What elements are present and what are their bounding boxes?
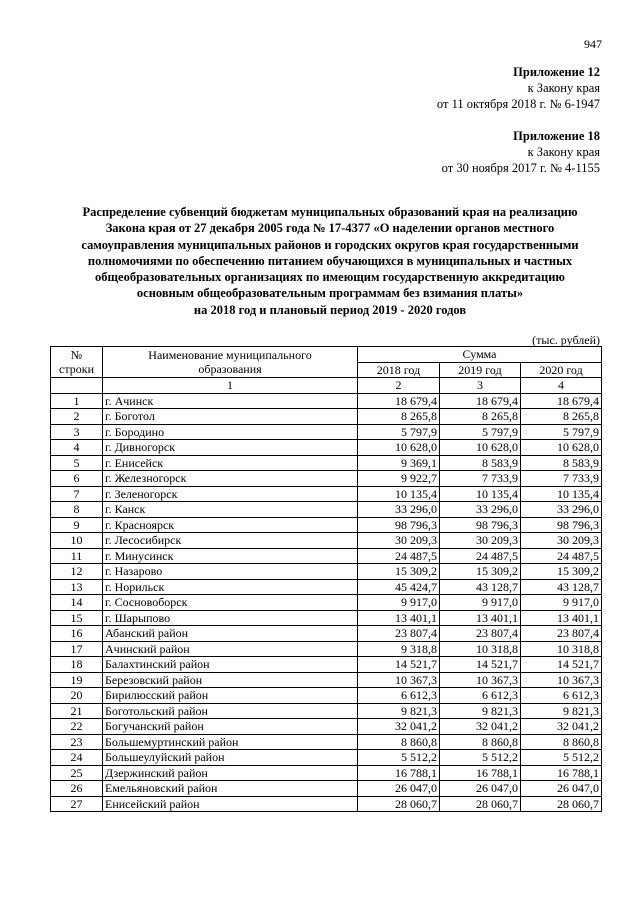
municipality-name: г. Шарыпово — [103, 610, 358, 626]
sum-2018: 10 135,4 — [358, 486, 440, 502]
title-line: Закона края от 27 декабря 2005 года № 17-4377 «О наделении органов местного — [105, 221, 555, 236]
sum-2018: 5 797,9 — [358, 424, 440, 440]
sum-2020: 18 679,4 — [521, 393, 602, 409]
sum-2020: 10 628,0 — [521, 440, 602, 456]
sum-2020: 30 209,3 — [521, 533, 602, 549]
municipality-name: г. Сосновоборск — [103, 595, 358, 611]
title-line: основным общеобразовательным программам без взимания платы» — [136, 286, 524, 301]
row-number: 16 — [51, 626, 103, 642]
sum-2020: 28 060,7 — [521, 796, 602, 812]
title-line: Распределение субвенций бюджетам муниципальных образований края на реализацию — [82, 205, 578, 219]
sum-2019: 32 041,2 — [440, 719, 521, 735]
municipality-name: Березовский район — [103, 672, 358, 688]
sum-2018: 5 512,2 — [358, 750, 440, 766]
table-row — [51, 719, 602, 735]
row-number: 15 — [51, 610, 103, 626]
municipality-name: Абанский район — [103, 626, 358, 642]
title-line: полномочиями по обеспечению питанием обучающихся в муниципальных и частных — [87, 253, 573, 268]
table-row — [51, 703, 602, 719]
units-label: (тыс. рублей) — [532, 333, 600, 347]
sum-2020: 23 807,4 — [521, 626, 602, 642]
sum-2020: 5 512,2 — [521, 750, 602, 766]
sum-2018: 8 860,8 — [358, 734, 440, 750]
title-line: на 2018 год и плановый период 2019 - 2020 годов — [193, 302, 467, 317]
table-row — [51, 517, 602, 533]
table-row — [51, 672, 602, 688]
sum-2018: 28 060,7 — [358, 796, 440, 812]
sum-2019: 9 917,0 — [440, 595, 521, 611]
table-row — [51, 765, 602, 781]
sum-2019: 18 679,4 — [440, 393, 521, 409]
sum-2020: 10 135,4 — [521, 486, 602, 502]
table-row — [51, 610, 602, 626]
sum-2020: 16 788,1 — [521, 765, 602, 781]
row-number: 7 — [51, 486, 103, 502]
row-number: 27 — [51, 796, 103, 812]
row-number: 25 — [51, 765, 103, 781]
municipality-name: г. Зеленогорск — [103, 486, 358, 502]
municipality-name: г. Бородино — [103, 424, 358, 440]
row-number: 2 — [51, 409, 103, 425]
sum-2019: 6 612,3 — [440, 688, 521, 704]
table-row — [51, 548, 602, 564]
municipality-name: Большемуртинский район — [103, 734, 358, 750]
table-row — [51, 393, 602, 409]
sum-2020: 14 521,7 — [521, 657, 602, 673]
table-row — [51, 688, 602, 704]
sum-2018: 8 265,8 — [358, 409, 440, 425]
sum-2020: 8 265,8 — [521, 409, 602, 425]
row-number: 13 — [51, 579, 103, 595]
sum-2019: 24 487,5 — [440, 548, 521, 564]
municipality-name: г. Ачинск — [103, 393, 358, 409]
municipality-name: г. Боготол — [103, 409, 358, 425]
sum-2019: 28 060,7 — [440, 796, 521, 812]
header-row-number — [51, 347, 103, 378]
municipality-name: г. Енисейск — [103, 455, 358, 471]
municipality-name: г. Дивногорск — [103, 440, 358, 456]
sum-2020: 33 296,0 — [521, 502, 602, 518]
sum-2018: 9 318,8 — [358, 641, 440, 657]
sum-2019: 98 796,3 — [440, 517, 521, 533]
row-number: 14 — [51, 595, 103, 611]
sum-2020: 9 821,3 — [521, 703, 602, 719]
municipality-name: г. Лесосибирск — [103, 533, 358, 549]
municipality-name: г. Назарово — [103, 564, 358, 580]
sum-2020: 98 796,3 — [521, 517, 602, 533]
table-row — [51, 424, 602, 440]
row-number: 9 — [51, 517, 103, 533]
sum-2020: 7 733,9 — [521, 471, 602, 487]
sum-2020: 26 047,0 — [521, 781, 602, 797]
sum-2019: 10 367,3 — [440, 672, 521, 688]
sum-2018: 15 309,2 — [358, 564, 440, 580]
sum-2020: 13 401,1 — [521, 610, 602, 626]
row-number: 4 — [51, 440, 103, 456]
sum-2018: 30 209,3 — [358, 533, 440, 549]
table-row — [51, 796, 602, 812]
sum-2019: 9 821,3 — [440, 703, 521, 719]
header-municipality — [103, 347, 358, 378]
row-number: 1 — [51, 393, 103, 409]
sum-2019: 14 521,7 — [440, 657, 521, 673]
sum-2018: 9 369,1 — [358, 455, 440, 471]
sum-2020: 43 128,7 — [521, 579, 602, 595]
table-row — [51, 533, 602, 549]
sum-2018: 14 521,7 — [358, 657, 440, 673]
sum-2019: 43 128,7 — [440, 579, 521, 595]
sum-2019: 10 628,0 — [440, 440, 521, 456]
sum-2019: 10 318,8 — [440, 641, 521, 657]
municipality-name: Балахтинский район — [103, 657, 358, 673]
table-row — [51, 579, 602, 595]
municipality-name: Емельяновский район — [103, 781, 358, 797]
appendix-12-line1: к Закону края — [527, 81, 600, 95]
table-row — [51, 657, 602, 673]
municipality-name: г. Железногорск — [103, 471, 358, 487]
row-number: 10 — [51, 533, 103, 549]
sum-2019: 10 135,4 — [440, 486, 521, 502]
header-municipality-line2: образования — [198, 362, 262, 376]
subvention-table — [50, 346, 602, 812]
sum-2019: 30 209,3 — [440, 533, 521, 549]
municipality-name: Бирилюсский район — [103, 688, 358, 704]
table-row — [51, 471, 602, 487]
sum-2019: 5 797,9 — [440, 424, 521, 440]
header-row-number-line2: строки — [59, 362, 94, 376]
sum-2019: 33 296,0 — [440, 502, 521, 518]
sum-2018: 45 424,7 — [358, 579, 440, 595]
appendix-12-line2: от 11 октября 2018 г. № 6-1947 — [436, 97, 600, 111]
table-row — [51, 641, 602, 657]
sum-2018: 98 796,3 — [358, 517, 440, 533]
municipality-name: Енисейский район — [103, 796, 358, 812]
sum-2019: 7 733,9 — [440, 471, 521, 487]
sum-2018: 9 922,7 — [358, 471, 440, 487]
column-number-1: 1 — [103, 378, 358, 394]
row-number: 23 — [51, 734, 103, 750]
row-number: 5 — [51, 455, 103, 471]
sum-2018: 16 788,1 — [358, 765, 440, 781]
row-number: 17 — [51, 641, 103, 657]
table-row — [51, 595, 602, 611]
sum-2019: 5 512,2 — [440, 750, 521, 766]
sum-2018: 9 821,3 — [358, 703, 440, 719]
sum-2018: 33 296,0 — [358, 502, 440, 518]
table-row — [51, 409, 602, 425]
sum-2018: 10 628,0 — [358, 440, 440, 456]
sum-2018: 6 612,3 — [358, 688, 440, 704]
sum-2018: 18 679,4 — [358, 393, 440, 409]
header-row-number-line1: № — [70, 347, 83, 362]
table-row — [51, 734, 602, 750]
table-row — [51, 486, 602, 502]
row-number: 6 — [51, 471, 103, 487]
row-number: 20 — [51, 688, 103, 704]
appendix-12-block — [437, 64, 600, 112]
sum-2020: 5 797,9 — [521, 424, 602, 440]
municipality-name: Ачинский район — [103, 641, 358, 657]
sum-2019: 13 401,1 — [440, 610, 521, 626]
sum-2020: 10 367,3 — [521, 672, 602, 688]
header-year-2018: 2018 год — [358, 362, 440, 378]
table-row — [51, 455, 602, 471]
sum-2020: 15 309,2 — [521, 564, 602, 580]
table-row — [51, 781, 602, 797]
sum-2018: 9 917,0 — [358, 595, 440, 611]
appendix-18-title: Приложение 18 — [513, 129, 600, 143]
row-number: 12 — [51, 564, 103, 580]
title-line: общеобразовательных организациях по имеющим государственную аккредитацию — [95, 270, 565, 285]
sum-2019: 8 583,9 — [440, 455, 521, 471]
header-year-2019: 2019 год — [440, 362, 521, 378]
appendix-18-line2: от 30 ноября 2017 г. № 4-1155 — [441, 161, 600, 175]
municipality-name: г. Минусинск — [103, 548, 358, 564]
row-number: 11 — [51, 548, 103, 564]
table-row — [51, 564, 602, 580]
municipality-name: Богучанский район — [103, 719, 358, 735]
table-row — [51, 440, 602, 456]
sum-2019: 26 047,0 — [440, 781, 521, 797]
row-number: 18 — [51, 657, 103, 673]
table-row — [51, 750, 602, 766]
row-number: 3 — [51, 424, 103, 440]
sum-2018: 23 807,4 — [358, 626, 440, 642]
header-year-2020: 2020 год — [521, 362, 602, 378]
row-number: 21 — [51, 703, 103, 719]
column-number-4: 4 — [521, 378, 602, 394]
document-title — [60, 204, 600, 318]
sum-2019: 23 807,4 — [440, 626, 521, 642]
column-number-2: 2 — [358, 378, 440, 394]
row-number: 24 — [51, 750, 103, 766]
sum-2019: 8 860,8 — [440, 734, 521, 750]
column-number-1-placeholder — [51, 378, 103, 394]
row-number: 22 — [51, 719, 103, 735]
sum-2018: 32 041,2 — [358, 719, 440, 735]
appendix-18-block — [442, 128, 600, 176]
page-number: 947 — [584, 37, 602, 51]
table-body — [51, 393, 602, 812]
sum-2018: 13 401,1 — [358, 610, 440, 626]
column-number-3: 3 — [440, 378, 521, 394]
sum-2020: 32 041,2 — [521, 719, 602, 735]
sum-2020: 9 917,0 — [521, 595, 602, 611]
municipality-name: г. Красноярск — [103, 517, 358, 533]
title-line: самоуправления муниципальных районов и городских округов края государственными — [81, 237, 579, 252]
sum-2020: 24 487,5 — [521, 548, 602, 564]
table-row — [51, 626, 602, 642]
sum-2018: 26 047,0 — [358, 781, 440, 797]
sum-2018: 24 487,5 — [358, 548, 440, 564]
sum-2020: 10 318,8 — [521, 641, 602, 657]
sum-2018: 10 367,3 — [358, 672, 440, 688]
municipality-name: г. Норильск — [103, 579, 358, 595]
row-number: 26 — [51, 781, 103, 797]
municipality-name: Боготольский район — [103, 703, 358, 719]
sum-2020: 8 860,8 — [521, 734, 602, 750]
appendix-12-title: Приложение 12 — [513, 65, 600, 79]
table-row — [51, 502, 602, 518]
municipality-name: Большеулуйский район — [103, 750, 358, 766]
sum-2019: 16 788,1 — [440, 765, 521, 781]
sum-2020: 6 612,3 — [521, 688, 602, 704]
municipality-name: г. Канск — [103, 502, 358, 518]
row-number: 19 — [51, 672, 103, 688]
row-number: 8 — [51, 502, 103, 518]
sum-2019: 8 265,8 — [440, 409, 521, 425]
header-municipality-line1: Наименование муниципального — [148, 347, 312, 362]
sum-2020: 8 583,9 — [521, 455, 602, 471]
sum-2019: 15 309,2 — [440, 564, 521, 580]
municipality-name: Дзержинский район — [103, 765, 358, 781]
header-sum: Сумма — [358, 347, 602, 363]
appendix-18-line1: к Закону края — [527, 145, 600, 159]
